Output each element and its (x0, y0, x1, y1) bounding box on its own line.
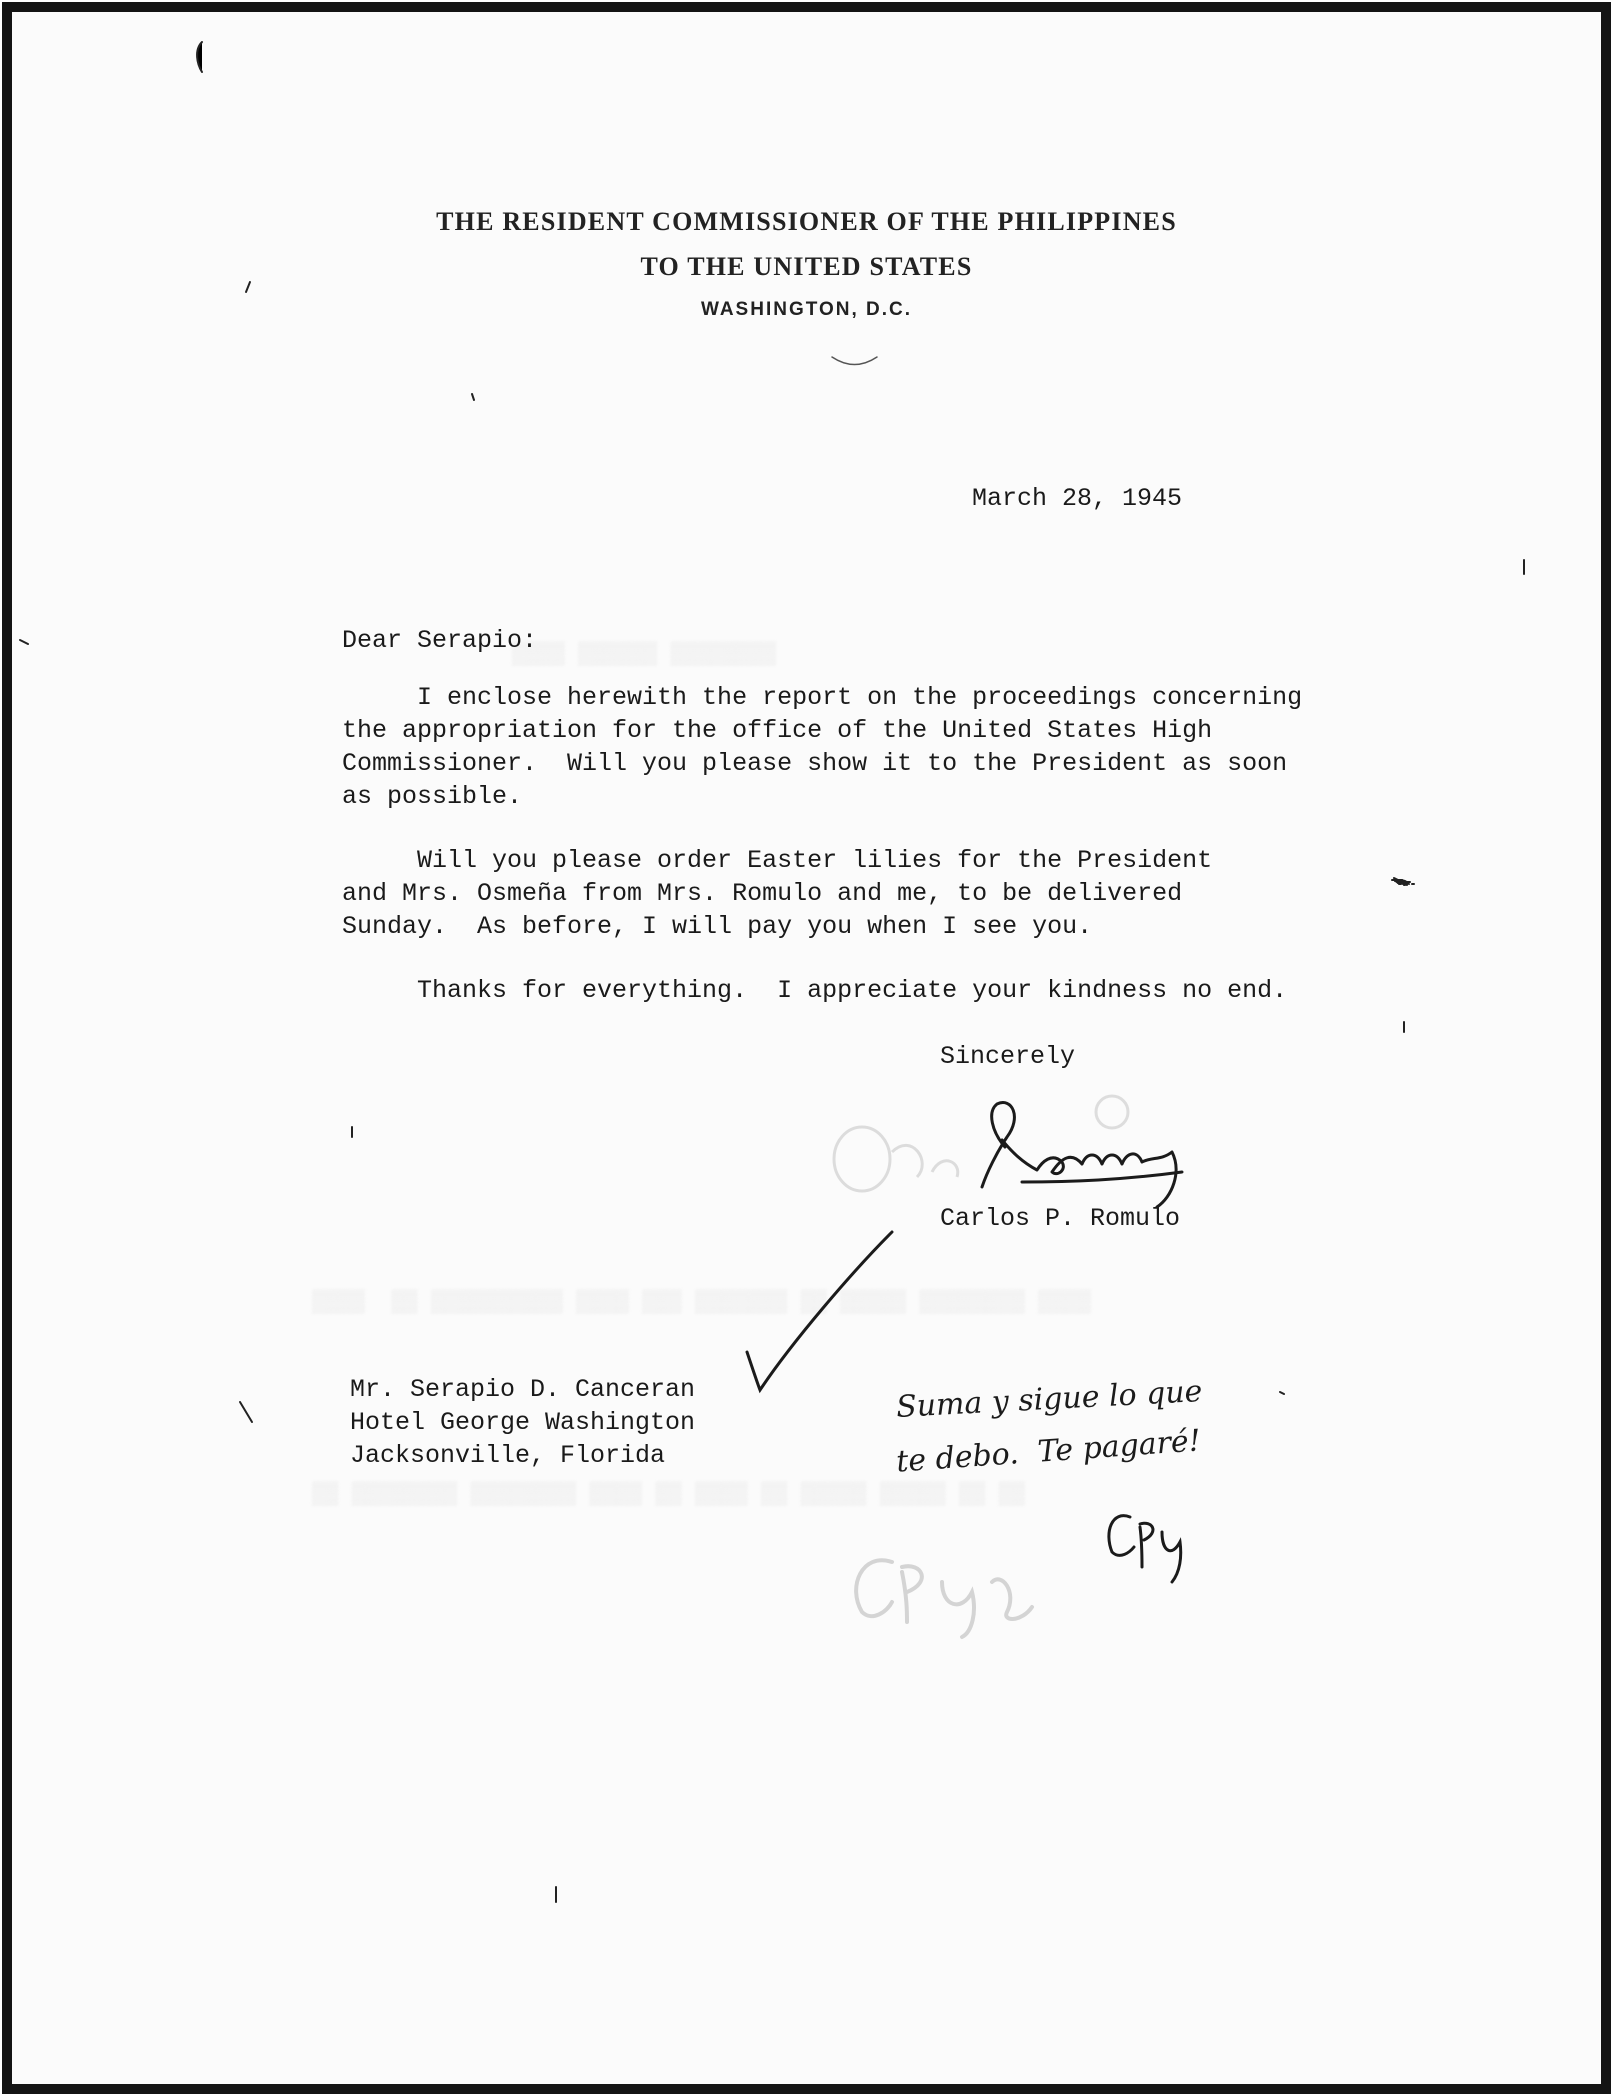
address-line-1: Mr. Serapio D. Canceran (350, 1375, 696, 1404)
letterhead-line-2: TO THE UNITED STATES (640, 252, 973, 281)
handwritten-note-line-1: Suma y sigue lo que (895, 1374, 1204, 1425)
salutation: Dear Serapio: (342, 626, 538, 655)
paragraph-3: Thanks for everything. I appreciate your kindness no end. (342, 976, 1288, 1005)
handwritten-initials (1109, 1516, 1181, 1582)
handwritten-note-line-2: te debo. Te pagaré! (895, 1423, 1202, 1480)
address-line-2: Hotel George Washington (350, 1408, 696, 1437)
address-line-3: Jacksonville, Florida (350, 1441, 666, 1470)
show-through-mark: ▒▒ ▒▒▒▒▒▒▒▒ ▒▒▒▒▒▒▒▒ ▒▒▒▒ ▒▒ ▒▒▒▒ ▒▒ ▒▒▒▒▒ ▒▒▒▒▒ ▒▒ ▒▒ (312, 1482, 1025, 1507)
letterhead-line-1: THE RESIDENT COMMISSIONER OF THE PHILIPPINES (436, 207, 1177, 236)
scanned-page (2, 2, 1611, 2094)
scan-specks (20, 42, 1524, 1902)
faint-stamp-mark (834, 1096, 1128, 1191)
show-through-mark: ▒▒▒▒ ▒▒ ▒▒▒▒▒▒▒▒▒▒ ▒▒▒▒ ▒▒▒ ▒▒▒▒▒▒▒ ▒▒ ▒▒▒▒▒ ▒▒▒▒▒▒▒▒ ▒▒▒▒ (312, 1290, 1091, 1315)
signature-typed-name: Carlos P. Romulo (940, 1204, 1181, 1233)
letter-date: March 28, 1945 (972, 484, 1183, 513)
letterhead-line-3: WASHINGTON, D.C. (700, 299, 913, 320)
handwritten-signature (982, 1103, 1182, 1207)
paragraph-2: Will you please order Easter lilies for the President and Mrs. Osmeña from Mrs. Romulo and me, to be delivered Sunday. As before, I will pay you when I see you. (342, 846, 1213, 941)
closing: Sincerely (940, 1042, 1076, 1071)
paragraph-1: I enclose herewith the report on the proceedings concerning the appropriation for the office of the United States High Commissioner. Will you please show it to the President as soon as possible. (342, 683, 1303, 811)
show-through-mark: ▒▒▒▒ ▒▒▒▒▒▒ ▒▒▒▒▒▒▒▒ (512, 642, 777, 667)
pen-marks (12, 12, 1601, 2084)
check-mark (747, 1232, 892, 1390)
faint-ghost-initials (856, 1560, 1032, 1637)
